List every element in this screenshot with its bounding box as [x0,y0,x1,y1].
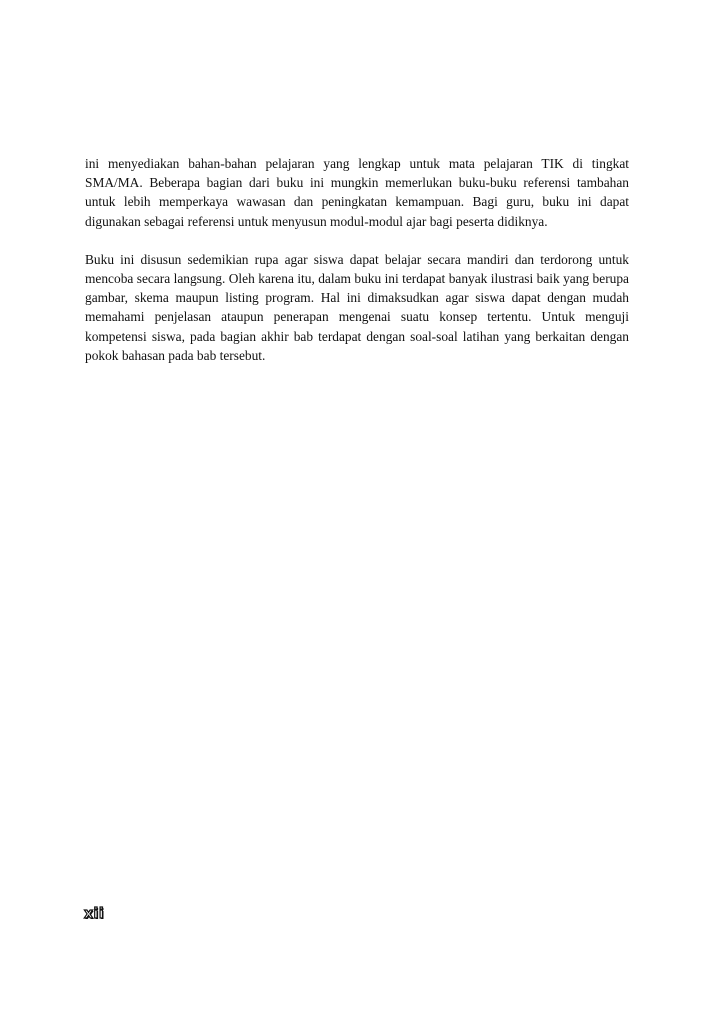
paragraph-2: Buku ini disusun sedemikian rupa agar siswa dapat belajar secara mandiri dan terdorong untuk mencoba secara langsung. Oleh karena itu, dalam buku ini terdapat banyak ilustrasi baik yang berupa gambar, skema maupun listing program. Hal ini dimaksudkan agar siswa dapat dengan mudah memahami penjelasan ataupun penerapan mengenai suatu konsep tertentu. Untuk menguji kompetensi siswa, pada bagian akhir bab terdapat dengan soal-soal latihan yang berkaitan dengan pokok bahasan pada bab tersebut. [85,251,629,363]
paragraph-1: ini menyediakan bahan-bahan pelajaran yang lengkap untuk mata pelajaran TIK di tingkat SMA/MA. Beberapa bagian dari buku ini mungkin memerlukan buku-buku referensi tambahan untuk lebih memperkaya wawasan dan peningkatan kemampuan. Bagi guru, buku ini dapat digunakan sebagai referensi untuk menyusun modul-modul ajar bagi peserta didiknya. [85,156,629,229]
body-text [85,154,629,384]
page-number: xii [84,906,105,922]
